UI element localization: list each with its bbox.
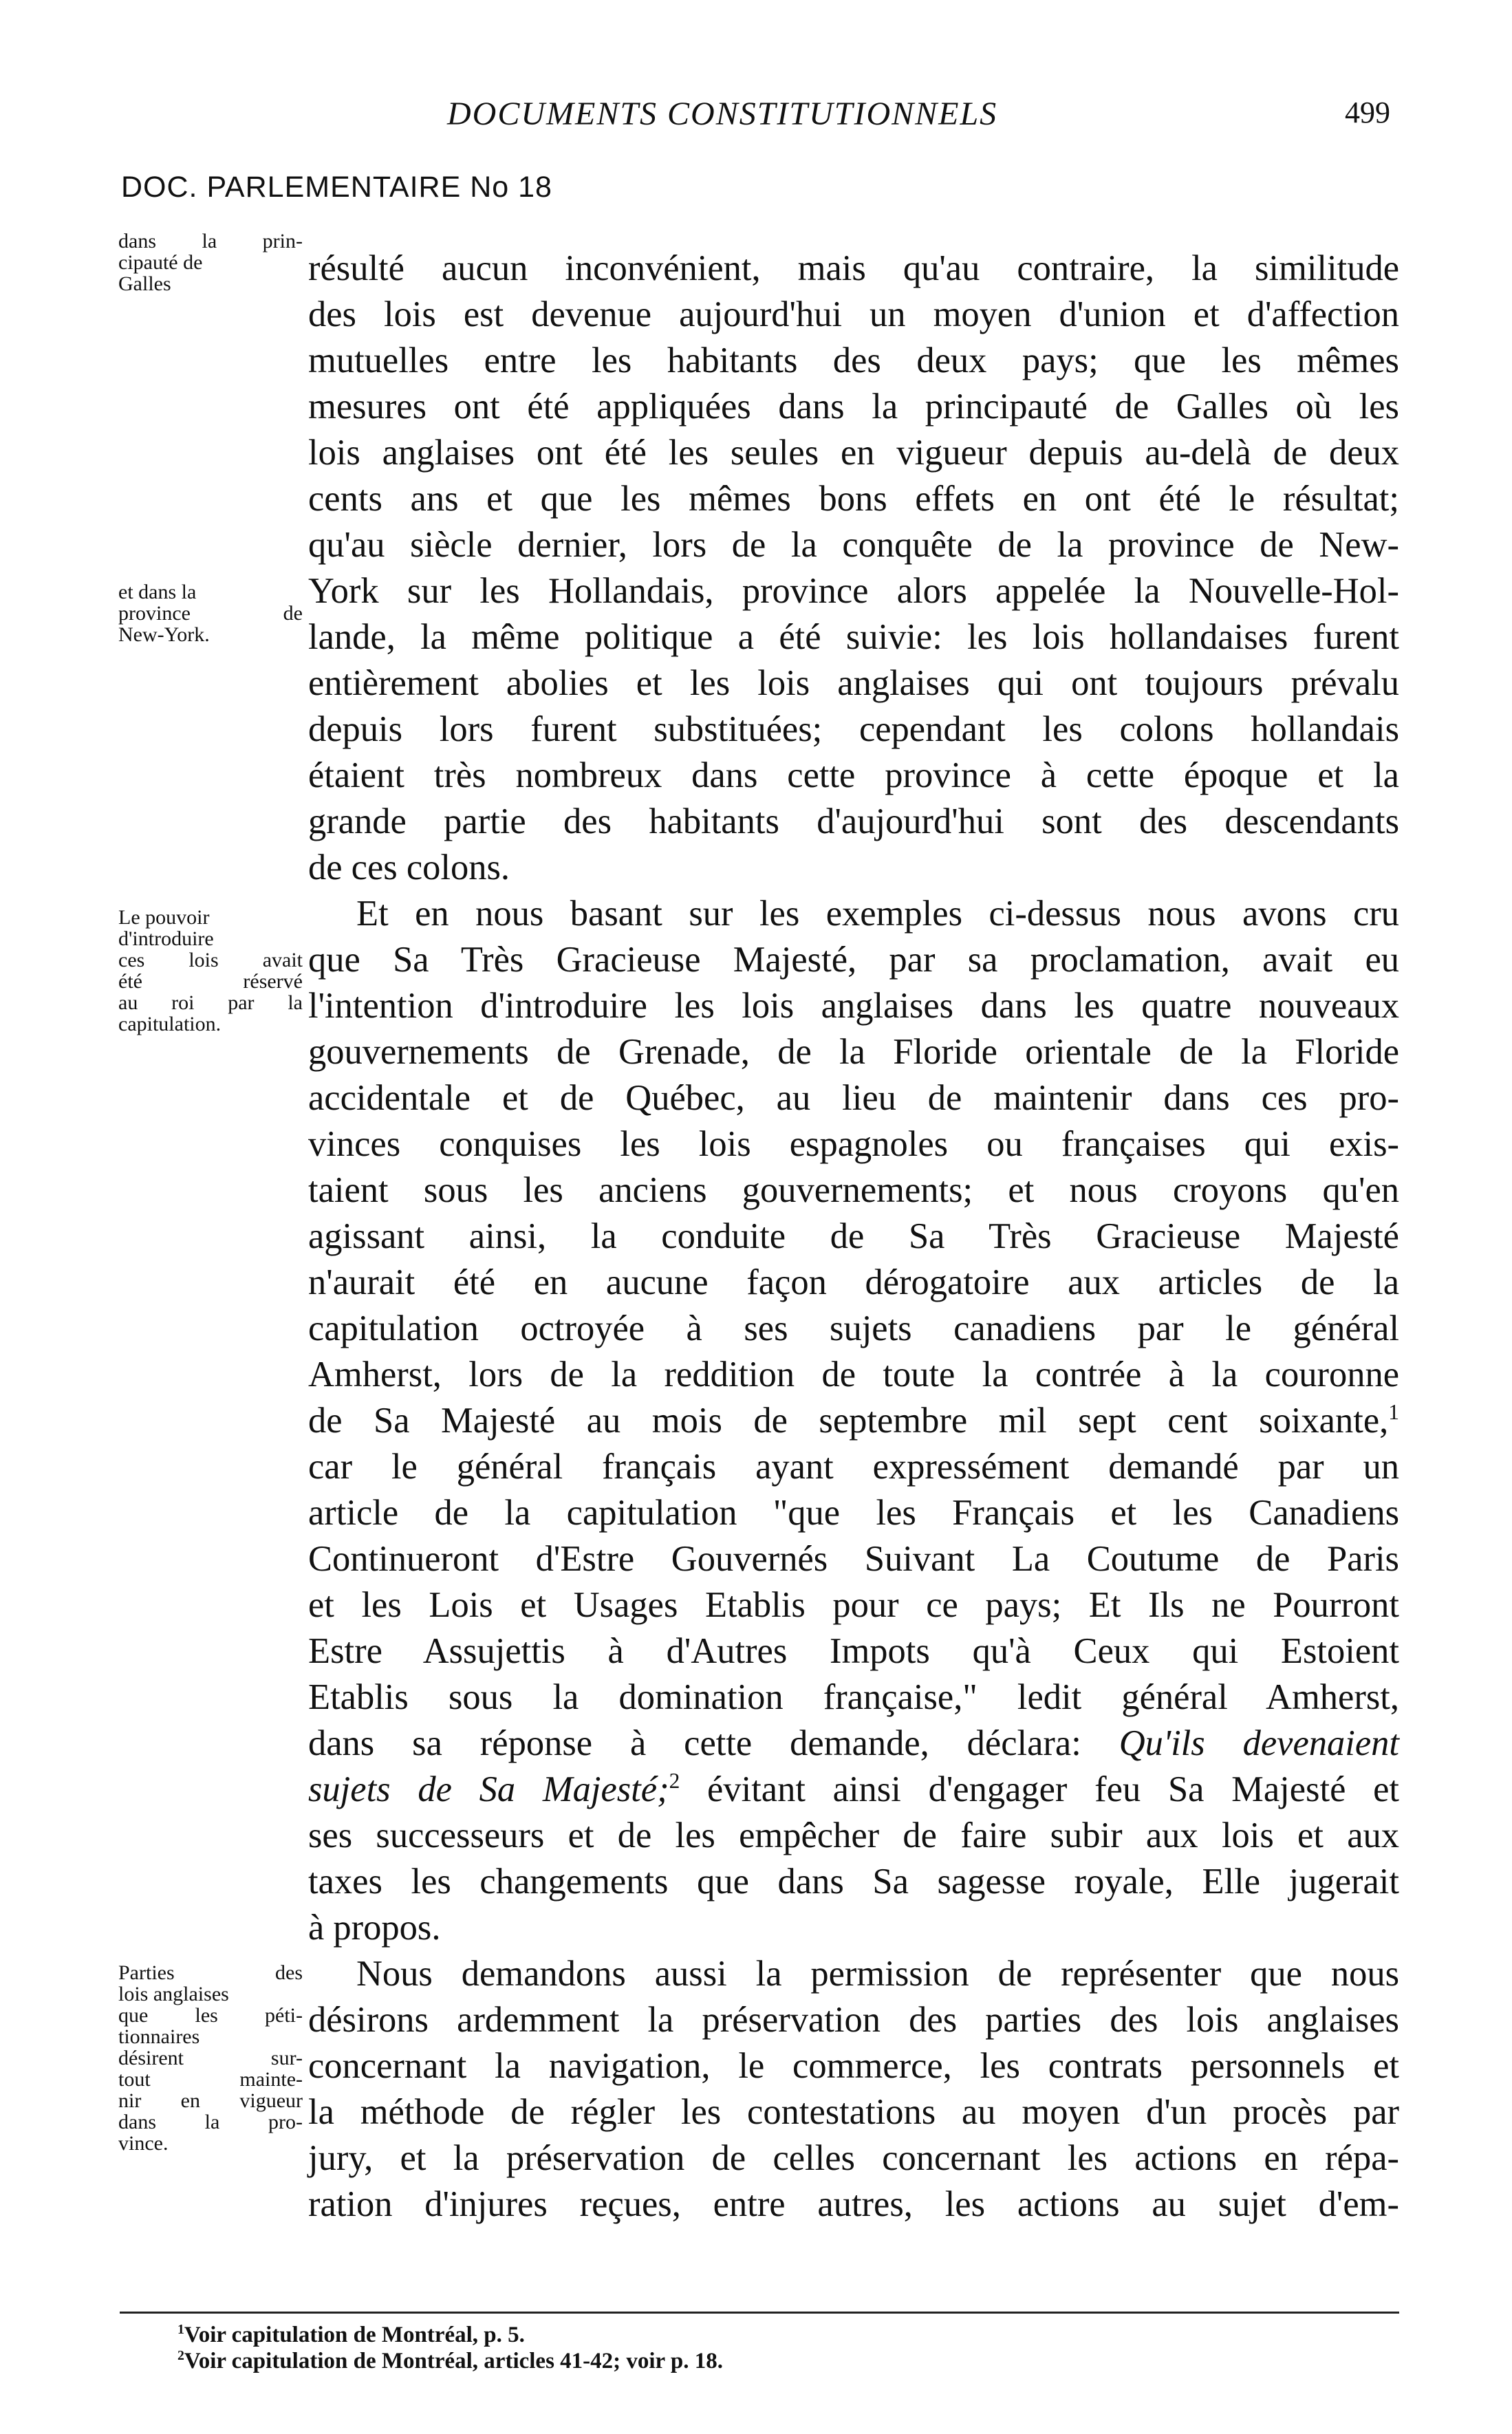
body-line: Nous demandons aussi la permission de représenter que nous [356,1954,1399,1994]
body-line: York sur les Hollandais, province alors appelée la Nouvelle-Hol- [308,571,1399,611]
body-line: depuis lors furent substituées; cependant les colons hollandais [308,709,1399,749]
body-line: cents ans et que les mêmes bons effets en ont été le résultat; [308,479,1399,519]
footnote-1 [177,2323,525,2348]
body-line: ration d'injures reçues, entre autres, les actions au sujet d'em- [308,2184,1399,2224]
margin-note-line: Le pouvoir [118,906,210,929]
body-line-text: de Sa Majesté au mois de septembre mil sept cent soixante, [308,1401,1389,1441]
footnote-2 [177,2349,723,2374]
body-line-with-italic [308,1719,1399,1767]
page-number: 499 [1345,96,1390,129]
footnote-text: Voir capitulation de Montréal, p. 5. [184,2323,525,2347]
footnote-mark: 2 [177,2348,184,2364]
margin-note-line: Galles [118,272,171,295]
body-line-text: évitant ainsi d'engager feu Sa Majesté et [680,1769,1400,1809]
body-line: étaient très nombreux dans cette province à cette époque et la [308,755,1399,795]
body-line: Et en nous basant sur les exemples ci-dessus nous avons cru [356,894,1399,934]
body-line-with-footnote-ref [308,1397,1399,1445]
footnote-ref-2: 2 [669,1769,680,1794]
body-line: Amherst, lors de la reddition de toute la contrée à la couronne [308,1355,1399,1394]
body-line-text: dans sa réponse à cette demande, déclara: [308,1723,1119,1763]
margin-note-galles [118,230,303,294]
margin-note-line: d'introduire [118,927,214,950]
body-line: car le général français ayant expressément demandé par un [308,1447,1399,1487]
body-line: jury, et la préservation de celles concernant les actions en répa- [308,2138,1399,2178]
margin-note-line: et dans la [118,581,197,603]
italic-quote: sujets de Sa Majesté; [308,1769,669,1809]
footnote-ref-1: 1 [1388,1400,1399,1425]
body-line: la méthode de régler les contestations au moyen d'un procès par [308,2092,1399,2132]
body-line: mesures ont été appliquées dans la principauté de Galles où les [308,387,1399,427]
margin-note-pouvoir [118,907,303,1035]
margin-note-line: lois anglaises [118,1983,229,2005]
body-line: agissant ainsi, la conduite de Sa Très Gracieuse Majesté [308,1216,1399,1256]
running-header [0,95,1512,143]
body-line: article de la capitulation "que les Français et les Canadiens [308,1493,1399,1533]
margin-note-line: province de [118,602,303,625]
body-line: vinces conquises les lois espagnoles ou françaises qui exis- [308,1124,1399,1164]
body-line: entièrement abolies et les lois anglaises qui ont toujours prévalu [308,663,1399,703]
body-line: résulté aucun inconvénient, mais qu'au contraire, la similitude [308,248,1399,288]
body-line: l'intention d'introduire les lois anglaises dans les quatre nouveaux [308,986,1399,1026]
running-title: DOCUMENTS CONSTITUTIONNELS [447,96,998,132]
body-line: lois anglaises ont été les seules en vigueur depuis au-delà de deux [308,433,1399,473]
body-line: de ces colons. [308,848,510,887]
margin-note-line: Parties des [118,1961,303,1984]
margin-note-new-york [118,581,303,645]
body-line: grande partie des habitants d'aujourd'hui sont des descendants [308,801,1399,841]
body-line: mutuelles entre les habitants des deux pays; que les mêmes [308,341,1399,380]
margin-note-parties [118,1962,303,2154]
body-line: désirons ardemment la préservation des parties des lois anglaises [308,2000,1399,2040]
margin-note-line: dans la prin- [118,230,303,252]
margin-note-line: été réservé [118,970,303,993]
body-line: Continueront d'Estre Gouvernés Suivant La Coutume de Paris [308,1539,1399,1579]
margin-note-line: nir en vigueur [118,2089,303,2112]
body-line: que Sa Très Gracieuse Majesté, par sa proclamation, avait eu [308,940,1399,980]
margin-note-line: désirent sur- [118,2047,303,2069]
body-line-with-footnote-ref [308,1765,1399,1813]
body-line: n'aurait été en aucune façon dérogatoire aux articles de la [308,1262,1399,1302]
margin-note-line: au roi par la [118,991,303,1014]
body-line: capitulation octroyée à ses sujets canadiens par le général [308,1308,1399,1348]
body-line: Estre Assujettis à d'Autres Impots qu'à Ceux qui Estoient [308,1631,1399,1671]
body-line: ses successeurs et de les empêcher de faire subir aux lois et aux [308,1816,1399,1855]
footnote-text: Voir capitulation de Montréal, articles 41-42; voir p. 18. [184,2349,723,2373]
body-line: qu'au siècle dernier, lors de la conquête de la province de New- [308,525,1399,565]
margin-note-line: cipauté de [118,251,203,274]
document-label: DOC. PARLEMENTAIRE No 18 [121,171,552,204]
body-line: lande, la même politique a été suivie: les lois hollandaises furent [308,617,1399,657]
body-line: gouvernements de Grenade, de la Floride orientale de la Floride [308,1032,1399,1072]
body-line: accidentale et de Québec, au lieu de maintenir dans ces pro- [308,1078,1399,1118]
body-line: et les Lois et Usages Etablis pour ce pays; Et Ils ne Pourront [308,1585,1399,1625]
body-line: des lois est devenue aujourd'hui un moyen d'union et d'affection [308,294,1399,334]
footnote-mark: 1 [177,2322,184,2338]
margin-note-line: vince. [118,2132,169,2155]
margin-note-line: tionnaires [118,2025,200,2048]
body-line: Etablis sous la domination française," ledit général Amherst, [308,1677,1399,1717]
margin-note-line: tout mainte- [118,2068,303,2091]
margin-note-line: capitulation. [118,1013,222,1035]
body-line: à propos. [308,1908,441,1948]
margin-note-line: ces lois avait [118,949,303,971]
italic-quote: Qu'ils devenaient [1119,1723,1399,1763]
margin-note-line: New-York. [118,623,210,646]
body-line: taxes les changements que dans Sa sagesse royale, Elle jugerait [308,1862,1399,1902]
body-line: concernant la navigation, le commerce, les contrats personnels et [308,2046,1399,2086]
footnote-divider [120,2312,1399,2314]
margin-note-line: que les péti- [118,2004,303,2027]
body-line: taient sous les anciens gouvernements; et nous croyons qu'en [308,1170,1399,1210]
margin-note-line: dans la pro- [118,2111,303,2133]
